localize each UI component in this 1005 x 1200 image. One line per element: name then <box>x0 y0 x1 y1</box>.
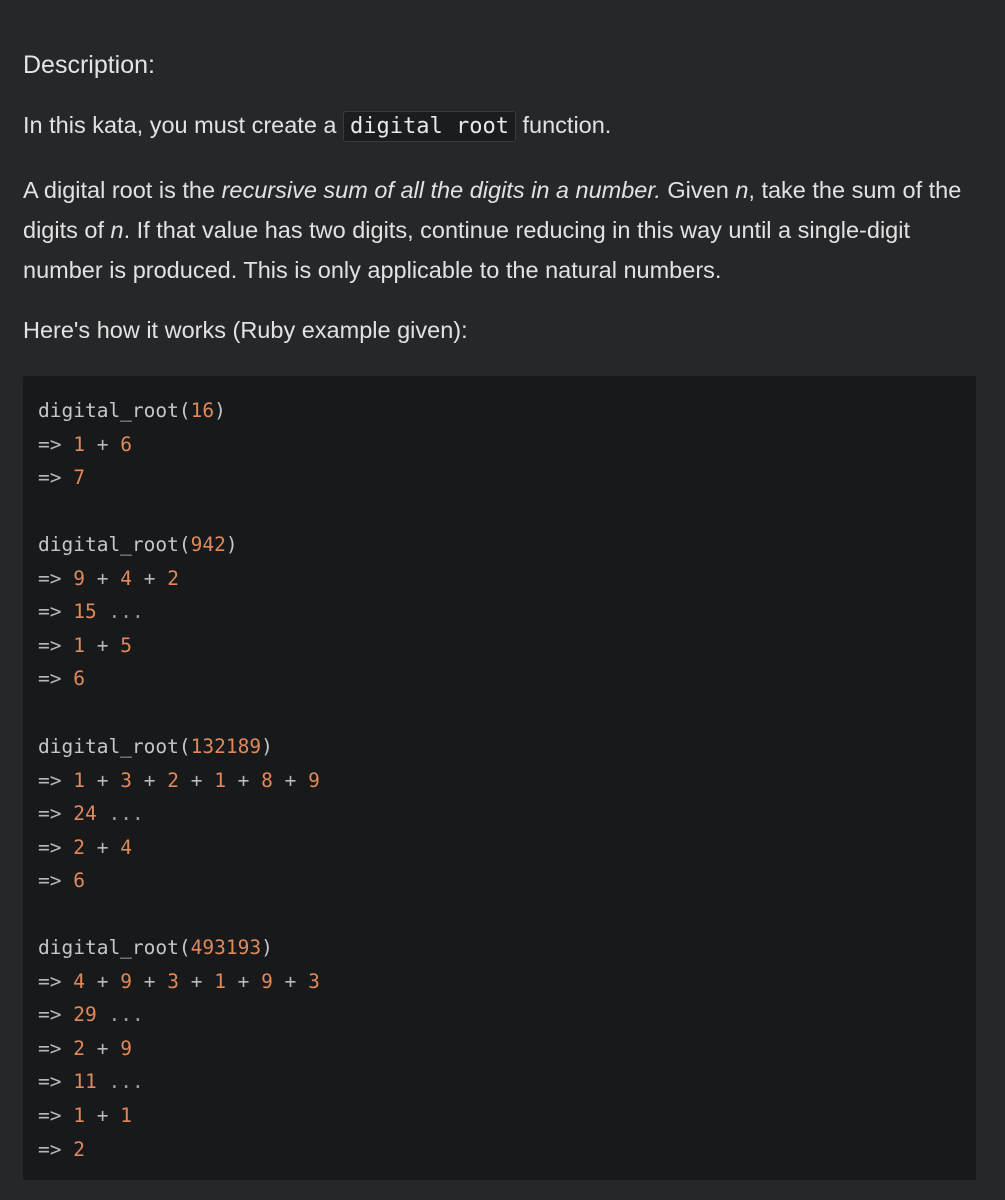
code-step-line <box>38 998 320 1032</box>
code-number: 4 <box>120 835 132 859</box>
code-arrow: => <box>38 1003 74 1027</box>
code-number: 1 <box>214 768 226 792</box>
code-arrow: => <box>38 768 74 792</box>
code-ellipsis: ... <box>96 802 144 826</box>
code-arrow: => <box>38 633 74 657</box>
code-operator: + <box>84 633 121 657</box>
code-example <box>38 394 226 495</box>
code-arrow: => <box>38 1070 74 1094</box>
definition-text-1: A digital root is the <box>23 177 222 203</box>
definition-emphasis-1: recursive sum of all the digits in a number. <box>221 177 661 203</box>
code-step-line <box>38 428 226 462</box>
code-number: 24 <box>73 802 97 826</box>
code-number: 29 <box>73 1003 97 1027</box>
code-step-line <box>38 629 238 663</box>
code-example <box>38 730 320 898</box>
code-number: 2 <box>73 1036 85 1060</box>
code-operator: + <box>131 969 168 993</box>
code-number: 8 <box>261 768 273 792</box>
definition-emphasis-3: n <box>110 217 124 243</box>
example-intro-paragraph: Here's how it works (Ruby example given): <box>23 317 468 343</box>
definition-text-2: Given <box>660 177 736 203</box>
code-number: 3 <box>167 969 179 993</box>
code-paren: ) <box>225 533 238 556</box>
code-arrow: => <box>38 432 74 456</box>
code-function-call: digital_root( <box>38 735 191 758</box>
inline-code-function-name: digital root <box>343 111 516 142</box>
code-operator: + <box>84 768 121 792</box>
code-number: 2 <box>167 566 179 590</box>
code-operator: + <box>178 969 215 993</box>
code-number: 1 <box>214 969 226 993</box>
code-arrow: => <box>38 969 74 993</box>
code-call-line <box>38 394 226 428</box>
code-argument: 132189 <box>190 735 262 758</box>
definition-paragraph <box>23 170 978 290</box>
code-step-value <box>73 970 320 993</box>
code-number: 9 <box>120 969 132 993</box>
code-call-line <box>38 931 320 965</box>
code-step-line <box>38 1133 320 1167</box>
code-step-value <box>73 667 85 690</box>
description-heading: Description: <box>23 51 155 79</box>
code-function-call: digital_root( <box>38 936 191 959</box>
code-number: 9 <box>120 1036 132 1060</box>
code-call-line <box>38 528 238 562</box>
code-arrow: => <box>38 1103 74 1127</box>
code-arrow: => <box>38 667 74 691</box>
code-number: 6 <box>73 869 85 893</box>
code-step-value <box>73 869 85 892</box>
code-operator: + <box>84 1103 121 1127</box>
code-number: 4 <box>73 969 85 993</box>
code-step-line <box>38 1065 320 1099</box>
code-operator: + <box>225 969 262 993</box>
code-number: 15 <box>73 600 97 624</box>
code-step-value <box>73 1037 132 1060</box>
code-example <box>38 931 320 1166</box>
code-example <box>38 528 238 696</box>
code-step-value <box>73 600 96 623</box>
code-number: 1 <box>73 633 85 657</box>
code-block[interactable] <box>23 376 976 1180</box>
code-number: 5 <box>120 633 132 657</box>
code-operator: + <box>84 432 121 456</box>
code-step-value <box>73 769 320 792</box>
code-number: 3 <box>308 969 320 993</box>
code-step-value <box>73 466 85 489</box>
code-step-line <box>38 831 320 865</box>
definition-emphasis-2: n <box>735 177 749 203</box>
code-number: 4 <box>120 566 132 590</box>
code-arrow: => <box>38 835 74 859</box>
code-arrow: => <box>38 466 74 490</box>
code-step-line <box>38 662 238 696</box>
code-ellipsis: ... <box>96 1070 144 1094</box>
code-operator: + <box>131 768 168 792</box>
code-step-value <box>73 1104 132 1127</box>
code-step-value <box>73 836 132 859</box>
code-operator: + <box>225 768 262 792</box>
code-step-line <box>38 1099 320 1133</box>
code-arrow: => <box>38 566 74 590</box>
code-ellipsis: ... <box>96 1003 144 1027</box>
code-arrow: => <box>38 1137 74 1161</box>
code-step-value <box>73 567 179 590</box>
code-operator: + <box>84 1036 121 1060</box>
code-arrow: => <box>38 600 74 624</box>
code-number: 1 <box>73 768 85 792</box>
code-step-value <box>73 433 132 456</box>
code-number: 9 <box>261 969 273 993</box>
definition-text-3: , take the sum of the digits of <box>23 177 962 243</box>
code-step-line <box>38 764 320 798</box>
code-number: 3 <box>120 768 132 792</box>
code-number: 2 <box>73 1137 85 1161</box>
code-step-line <box>38 1032 320 1066</box>
code-number: 9 <box>308 768 320 792</box>
code-step-line <box>38 595 238 629</box>
code-number: 6 <box>73 667 85 691</box>
code-step-line <box>38 797 320 831</box>
code-operator: + <box>84 566 121 590</box>
code-number: 2 <box>167 768 179 792</box>
code-number: 1 <box>120 1103 132 1127</box>
code-argument: 16 <box>190 399 215 422</box>
intro-text-before: In this kata, you must create a <box>23 112 344 138</box>
code-step-line <box>38 461 226 495</box>
code-arrow: => <box>38 869 74 893</box>
code-number: 2 <box>73 835 85 859</box>
code-paren: ) <box>261 735 273 758</box>
code-step-value <box>73 1003 96 1026</box>
code-operator: + <box>131 566 168 590</box>
code-operator: + <box>272 768 309 792</box>
code-step-line <box>38 562 238 596</box>
code-step-value <box>73 634 132 657</box>
code-operator: + <box>178 768 215 792</box>
code-operator: + <box>84 835 121 859</box>
code-function-call: digital_root( <box>38 533 191 556</box>
code-step-value <box>73 1070 96 1093</box>
code-paren: ) <box>261 936 273 959</box>
code-number: 6 <box>120 432 132 456</box>
intro-paragraph <box>23 105 978 147</box>
code-arrow: => <box>38 1036 74 1060</box>
code-operator: + <box>84 969 121 993</box>
code-paren: ) <box>214 399 226 422</box>
code-number: 1 <box>73 432 85 456</box>
definition-text-4: . If that value has two digits, continue reducing in this way until a single-digit number is produced. This is only applicable to the natural numbers. <box>23 217 910 283</box>
code-argument: 942 <box>190 533 226 556</box>
code-ellipsis: ... <box>96 600 144 624</box>
code-number: 7 <box>73 466 85 490</box>
code-step-value <box>73 1138 85 1161</box>
code-function-call: digital_root( <box>38 399 191 422</box>
code-call-line <box>38 730 320 764</box>
intro-text-after: function. <box>515 112 612 138</box>
code-number: 1 <box>73 1103 85 1127</box>
code-argument: 493193 <box>190 936 262 959</box>
code-arrow: => <box>38 802 74 826</box>
code-operator: + <box>272 969 309 993</box>
code-number: 9 <box>73 566 85 590</box>
code-step-line <box>38 864 320 898</box>
code-step-value <box>73 802 96 825</box>
code-step-line <box>38 965 320 999</box>
code-number: 11 <box>73 1070 97 1094</box>
